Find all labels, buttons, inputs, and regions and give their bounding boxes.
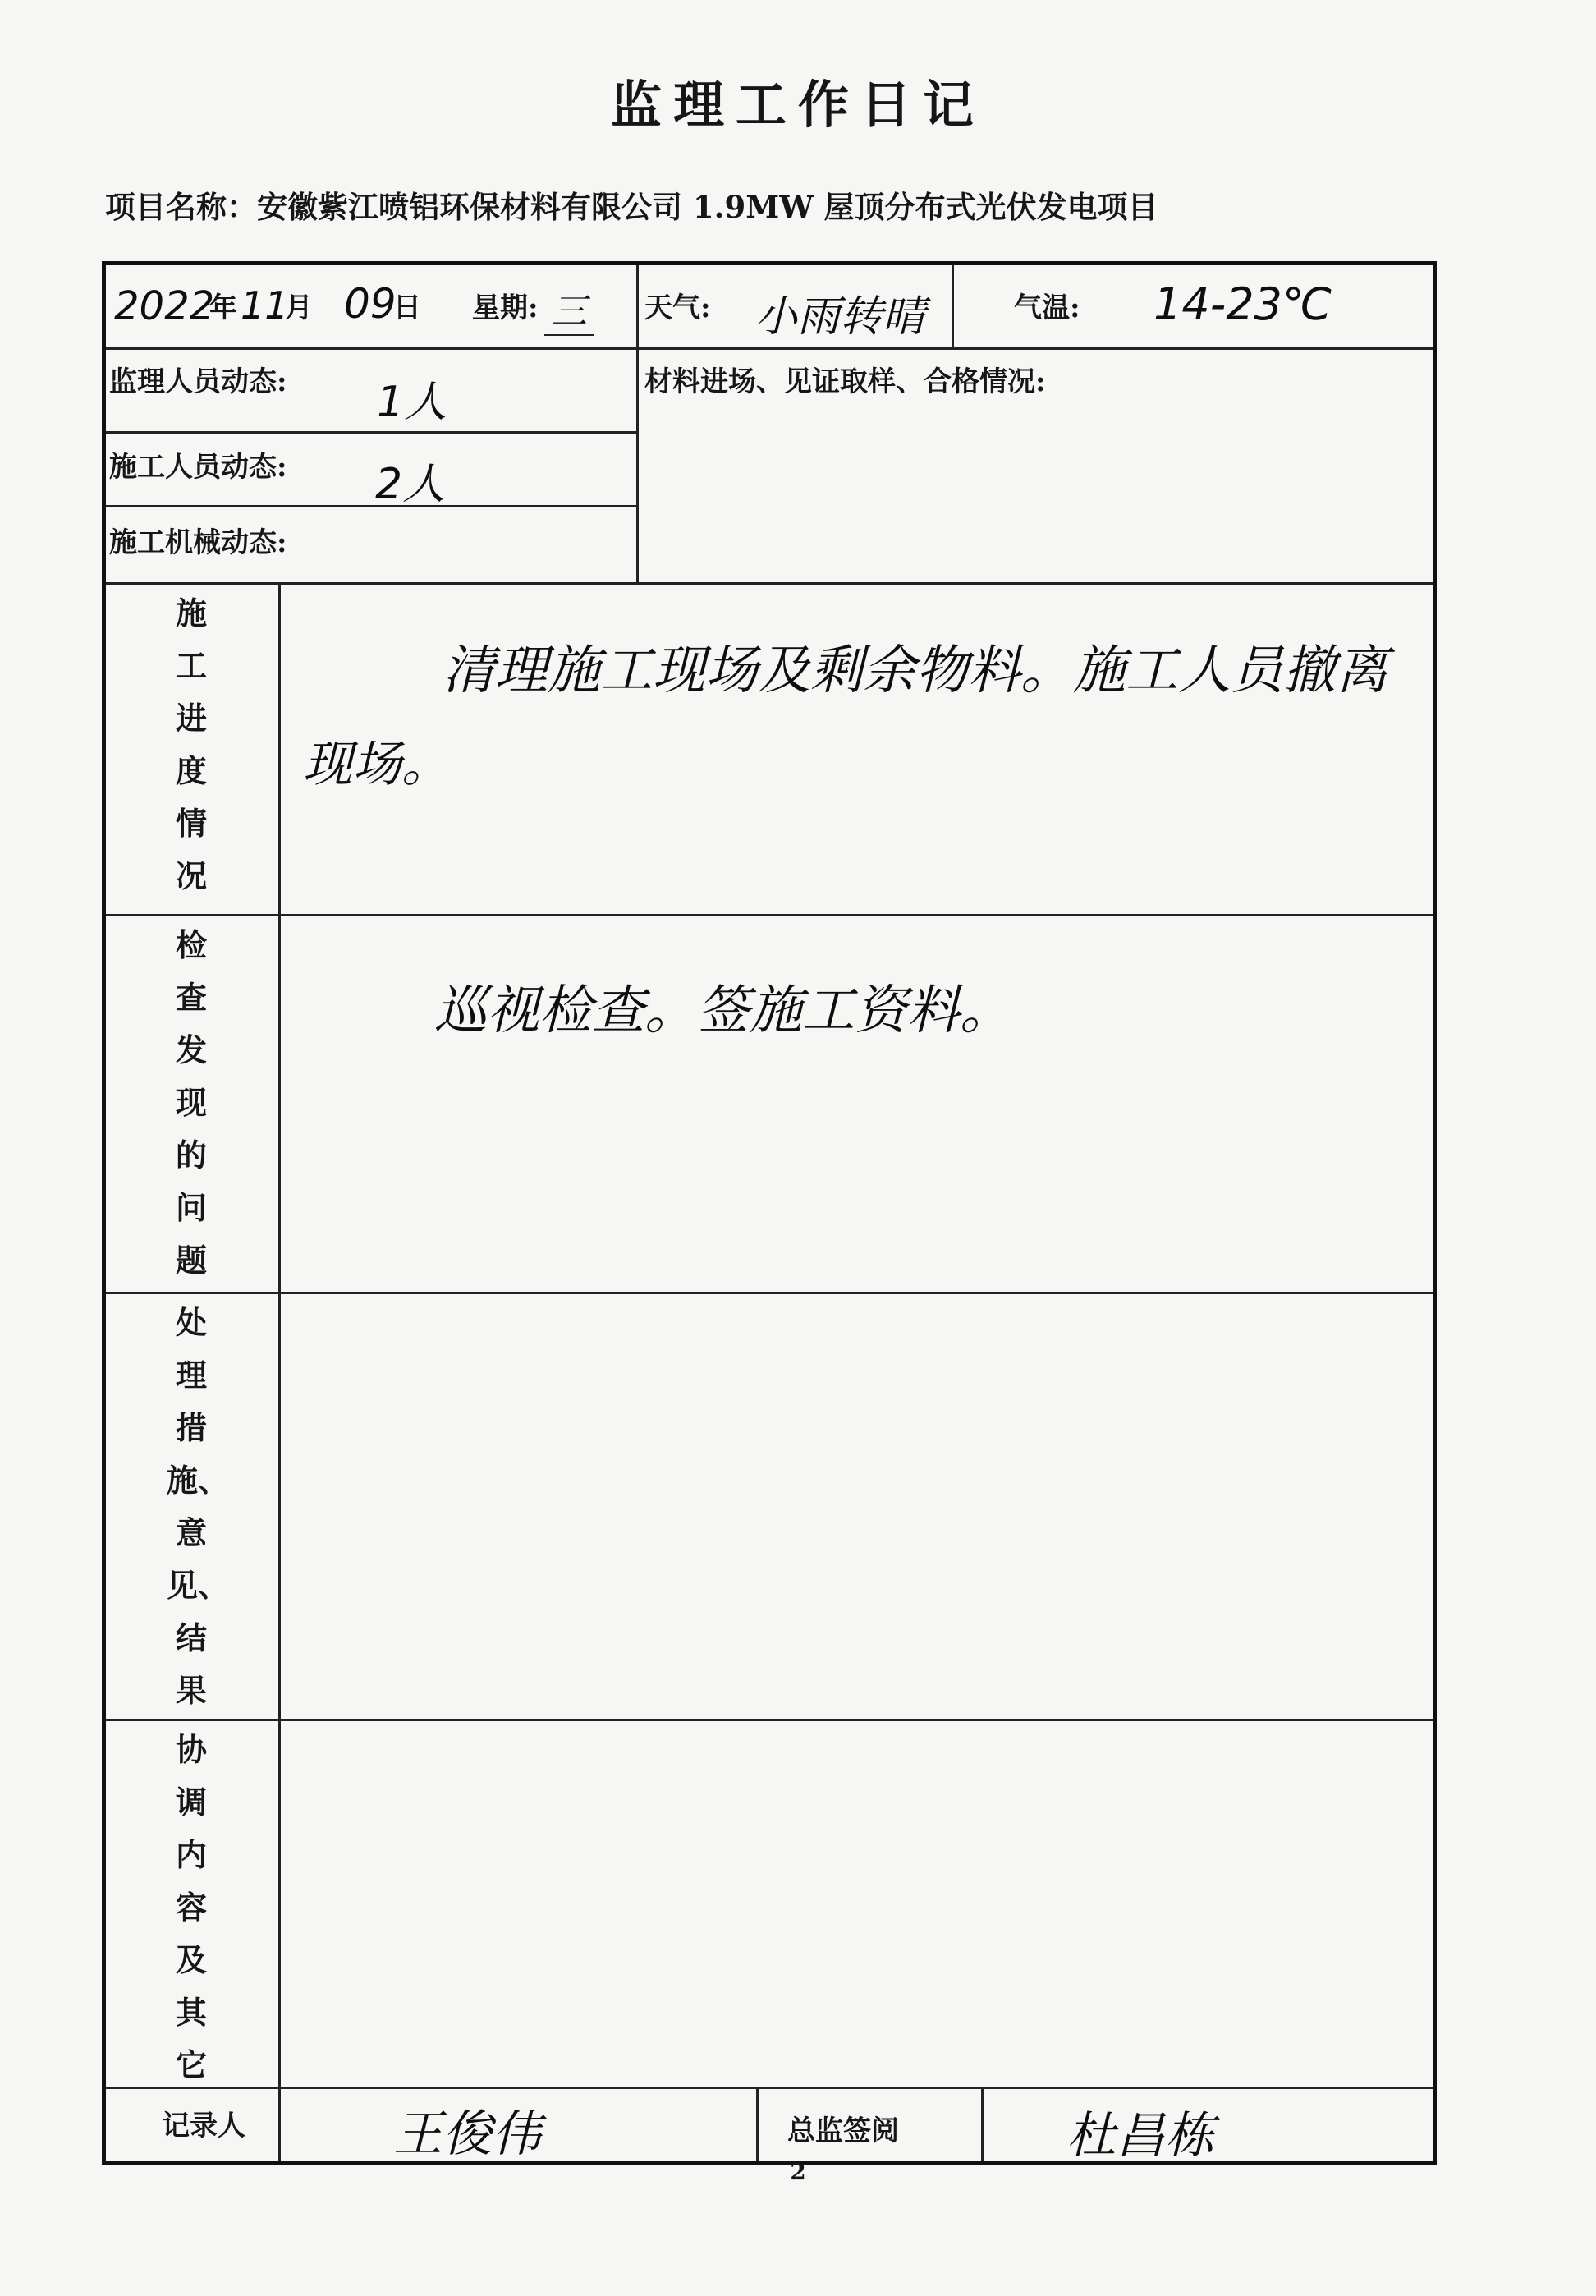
day-label: 日 xyxy=(393,292,421,324)
inspection-section-label: 检 查 发 现 的 问 题 xyxy=(175,926,207,1279)
page-number: 2 xyxy=(790,2158,806,2185)
temperature-value: 14-23℃ xyxy=(1153,278,1332,330)
project-name: 项目名称：安徽紫江喷铝环保材料有限公司 1.9MW 屋顶分布式光伏发电项目 xyxy=(105,189,1158,225)
column-divider xyxy=(636,265,639,582)
progress-text-line2: 现场。 xyxy=(303,736,451,793)
date-year: 2022 xyxy=(114,283,215,329)
measures-section-label: 处 理 措 施、 意 见、 结 果 xyxy=(167,1304,230,1709)
row-divider xyxy=(106,582,1433,585)
date-month: 11 xyxy=(241,283,289,328)
diary-form xyxy=(102,261,1437,2165)
column-divider xyxy=(981,2087,984,2161)
progress-section-label: 施 工 进 度 情 况 xyxy=(175,595,207,894)
weather-label: 天气: xyxy=(644,292,711,324)
column-divider xyxy=(756,2087,759,2161)
inspection-text: 巡视检查。签施工资料。 xyxy=(434,980,1012,1041)
year-label: 年 xyxy=(209,292,237,324)
row-divider xyxy=(106,431,636,434)
column-divider xyxy=(952,265,954,347)
row-divider xyxy=(106,914,1433,916)
recorder-label: 记录人 xyxy=(162,2110,245,2142)
worker-staff-value: 2人 xyxy=(375,460,446,509)
supervisor-staff-label: 监理人员动态: xyxy=(109,365,287,398)
month-label: 月 xyxy=(285,292,313,324)
weekday-label: 星期: xyxy=(472,292,539,324)
row-divider xyxy=(106,2087,1433,2089)
coordination-section-label: 协 调 内 容 及 其 它 xyxy=(175,1731,207,2083)
chief-signature: 杜昌栋 xyxy=(1066,2107,1214,2165)
document-title: 监理工作日记 xyxy=(610,75,985,135)
date-day: 09 xyxy=(344,280,397,328)
row-divider xyxy=(106,505,636,507)
progress-text-line1: 清理施工现场及剩余物料。施工人员撤离 xyxy=(443,641,1388,701)
chief-review-label: 总监签阅 xyxy=(787,2115,899,2147)
weekday-value: 三 xyxy=(544,282,594,336)
supervisor-staff-value: 1人 xyxy=(377,378,447,427)
temperature-label: 气温: xyxy=(1014,292,1080,324)
row-divider xyxy=(106,1719,1433,1721)
weather-value: 小雨转晴 xyxy=(754,292,926,342)
recorder-signature: 王俊伟 xyxy=(393,2105,541,2163)
material-inspection-label: 材料进场、见证取样、合格情况: xyxy=(644,365,1046,398)
worker-staff-label: 施工人员动态: xyxy=(109,451,287,484)
machine-status-label: 施工机械动态: xyxy=(109,526,287,559)
row-divider xyxy=(106,347,1433,350)
column-divider xyxy=(278,582,281,2161)
row-divider xyxy=(106,1292,1433,1294)
